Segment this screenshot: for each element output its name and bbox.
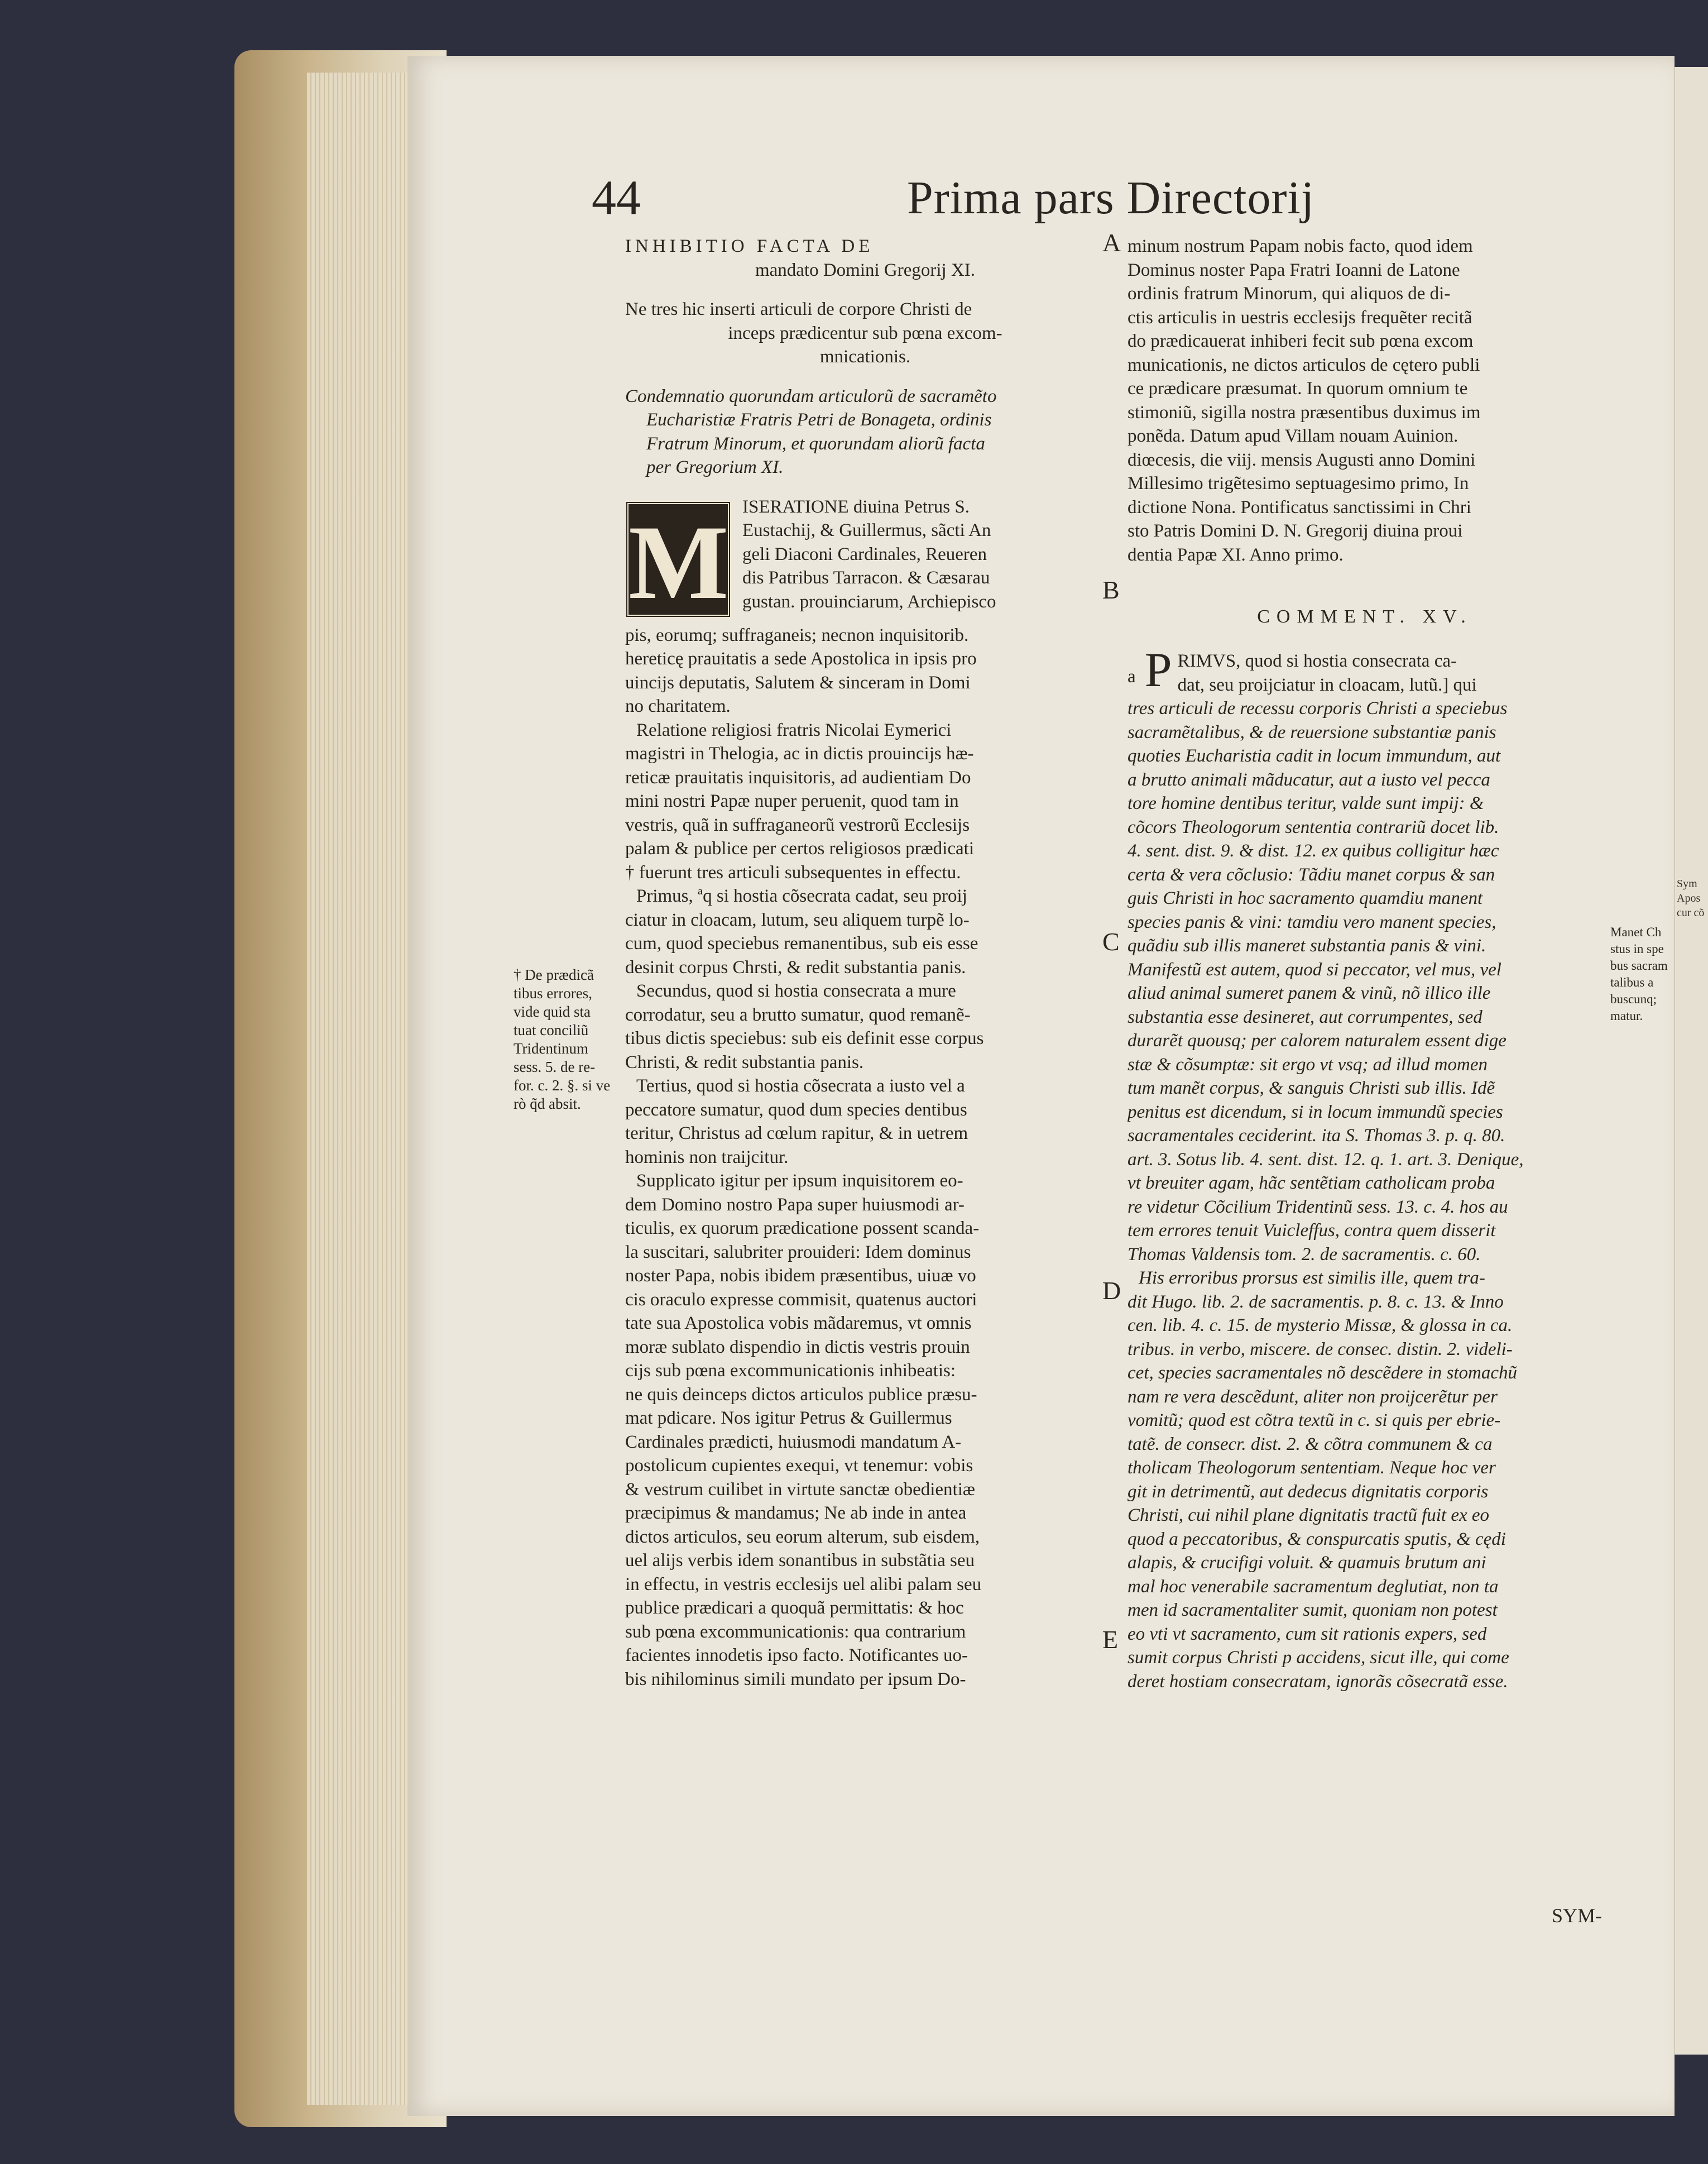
body-line: stæ & cõsumptæ: sit ergo vt vsq; ad illud momen [1128, 1054, 1488, 1075]
body-line: dit Hugo. lib. 2. de sacramentis. p. 8. c. 13. & Inno [1128, 1291, 1504, 1312]
summary-line: inceps prædicentur sub pœna excom- [728, 323, 1002, 343]
body-line: desinit corpus Chrsti, & redit substantia panis. [625, 957, 966, 978]
body-line: species panis & vini: tamdiu vero manent species, [1128, 912, 1496, 932]
body-line: penitus est dicendum, si in locum immundũ species [1128, 1102, 1503, 1122]
body-line: Tertius, quod si hostia cõsecrata a iusto vel a [636, 1076, 965, 1096]
body-line: in effectu, in vestris ecclesijs uel alibi palam seu [625, 1574, 982, 1595]
body-line: ctis articulis in uestris ecclesijs frequẽter recitã [1128, 307, 1472, 328]
body-line: moræ sublato dispendio in dictis vestris prouin [625, 1337, 970, 1357]
note-letter: a [1128, 667, 1136, 687]
body-line: Eustachij, & Guillermus, sãcti An [742, 520, 991, 540]
body-line: dictione Nona. Pontificatus sanctissimi in Chri [1128, 497, 1471, 518]
body-line: git in detrimentũ, aut dedecus dignitatis corporis [1128, 1481, 1489, 1502]
body-line: & vestrum cuilibet in virtute sanctæ obedientiæ [625, 1479, 975, 1500]
section-marker-b: B [1102, 576, 1120, 604]
page-number: 44 [592, 171, 641, 225]
body-line: reticæ prauitatis inquisitoris, ad audientiam Do [625, 767, 971, 788]
body-line: dis Patribus Tarracon. & Cæsarau [742, 568, 990, 588]
body-line: art. 3. Sotus lib. 4. sent. dist. 12. q. 1. art. 3. Denique, [1128, 1149, 1524, 1170]
body-line: hominis non traijcitur. [625, 1147, 789, 1167]
running-head: Prima pars Directorij [907, 172, 1315, 224]
body-line: bis nihilominus simili mundato per ipsum Do- [625, 1669, 966, 1689]
body-line: magistri in Thelogia, ac in dictis prouincijs hæ- [625, 744, 974, 764]
summary-line: mnicationis. [819, 347, 911, 367]
body-line: substantia esse desineret, aut corrumpentes, sed [1128, 1007, 1482, 1027]
page-header [592, 170, 1552, 232]
facing-page-edge [1673, 67, 1708, 2055]
body-line: cen. lib. 4. c. 15. de mysterio Missæ, & glossa in ca. [1128, 1315, 1513, 1335]
right-top-text [1128, 234, 1602, 567]
large-initial: P [1144, 649, 1172, 697]
body-line: Dominus noster Papa Fratri Ioanni de Latone [1128, 260, 1460, 280]
body-line: tatẽ. de consecr. dist. 2. & cõtra communem & ca [1128, 1434, 1493, 1454]
body-line: 4. sent. dist. 9. & dist. 12. ex quibus colligitur hæc [1128, 841, 1499, 861]
body-line: Cardinales prædicti, huiusmodi mandatum A- [625, 1432, 962, 1452]
body-line: durarẽt quousq; per calorem naturalem essent dige [1128, 1031, 1507, 1051]
body-line: alapis, & crucifigi voluit. & quamuis brutum ani [1128, 1553, 1486, 1573]
body-line: ne quis deinceps dictos articulos publice præsu- [625, 1384, 977, 1405]
body-line: Christi, cui nihil plane dignitatis tractũ fuit ex eo [1128, 1505, 1490, 1525]
section-title: INHIBITIO FACTA DE [625, 236, 874, 256]
body-line: cõcors Theologorum sententia contrariũ docet lib. [1128, 817, 1499, 837]
margin-note-right: Manet Ch stus in spe bus sacram talibus a buscunq; matur. [1610, 925, 1668, 1023]
body-line: tribus. in verbo, miscere. de consec. distin. 2. videli- [1128, 1339, 1513, 1359]
comment-heading: COMMENT. XV. [1257, 606, 1472, 627]
section-marker-c: C [1102, 927, 1120, 956]
body-line: geli Diaconi Cardinales, Reueren [742, 544, 987, 564]
body-line: publice prædicari a quoquã permittatis: & hoc [625, 1598, 964, 1618]
body-line: † fuerunt tres articuli subsequentes in effectu. [625, 862, 961, 883]
body-line: eo vti vt sacramento, cum sit rationis expers, sed [1128, 1624, 1487, 1644]
body-line: cis oraculo expresse commisit, quatenus auctori [625, 1289, 977, 1310]
body-line: gustan. prouinciarum, Archiepisco [742, 591, 996, 612]
italic-heading: Condemnatio quorundam articulorũ de sacramẽto [625, 386, 997, 406]
body-line: tres articuli de recessu corporis Christi a speciebus [1128, 698, 1508, 719]
body-line: men id sacramentaliter sumit, quoniam non potest [1128, 1600, 1498, 1620]
body-line: a brutto animali mãducatur, aut a iusto vel pecca [1128, 769, 1490, 790]
body-line: Relatione religiosi fratris Nicolai Eymerici [636, 720, 952, 740]
body-line: Millesimo trigẽtesimo septuagesimo primo, In [1128, 473, 1469, 494]
body-line: quãdiu sub illis maneret substantia panis & vini. [1128, 936, 1486, 956]
body-line: deret hostiam consecratam, ignorãs cõsecratã esse. [1128, 1671, 1508, 1692]
left-column [514, 234, 1105, 1691]
body-line: tholicam Theologorum sententiam. Neque hoc ver [1128, 1458, 1496, 1478]
body-line: ticulis, ex quorum prædicatione possent scanda- [625, 1218, 980, 1238]
body-line: aliud animal sumeret panem & vinũ, nõ illico ille [1128, 983, 1491, 1003]
right-column [1128, 234, 1668, 1927]
decorated-initial: M [625, 501, 731, 618]
body-line: guis Christi in hoc sacramento quamdiu manent [1128, 888, 1483, 908]
body-line: RIMVS, quod si hostia consecrata ca- [1177, 651, 1457, 671]
body-line: diœcesis, die viij. mensis Augusti anno Domini [1128, 449, 1476, 470]
body-line: la suscitari, salubriter prouideri: Idem dominus [625, 1242, 971, 1262]
body-line: mini nostri Papæ nuper peruenit, quod tam in [625, 791, 959, 811]
body-line: uincijs deputatis, Salutem & sinceram in Domi [625, 672, 971, 693]
body-line: Primus, ªq si hostia cõsecrata cadat, seu proij [636, 886, 967, 906]
body-line: tum manẽt corpus, & sanguis Christi sub illis. Idẽ [1128, 1078, 1495, 1098]
body-line: vomitũ; quod est cõtra textũ in c. si quis per ebrie- [1128, 1410, 1501, 1430]
body-line: dem Domino nostro Papa super huiusmodi ar- [625, 1194, 965, 1215]
body-line: Secundus, quod si hostia consecrata a mure [636, 981, 956, 1001]
section-marker-a: A [1102, 228, 1121, 257]
body-line: nam re vera descẽdunt, aliter non proijcerẽtur per [1128, 1386, 1498, 1407]
body-line: palam & publice per certos religiosos prædicati [625, 839, 974, 859]
body-line: peccatore sumatur, quod dum species dentibus [625, 1099, 967, 1120]
body-line: minum nostrum Papam nobis facto, quod idem [1128, 236, 1473, 256]
dropcap-paragraph [625, 495, 1105, 624]
body-line: vestris, quã in suffraganeorũ vestrorũ Ecclesijs [625, 815, 970, 835]
margin-note-left: † De prædicã tibus errores, vide quid sta tuat conciliũ Tridentinum sess. 5. de re- for. c. 2. §. si ve rò q̃d absit. [514, 966, 611, 1112]
body-line: tibus dictis speciebus: sub eis definit esse corpus [625, 1028, 984, 1049]
body-line: ce prædicare præsumat. In quorum omnium te [1128, 379, 1468, 399]
body-line: His erroribus prorsus est similis ille, quem tra- [1139, 1268, 1485, 1288]
section-title: mandato Domini Gregorij XI. [755, 260, 976, 280]
body-line: uel alijs verbis idem sonantibus in substãtia seu [625, 1550, 975, 1571]
section-marker-e: E [1102, 1625, 1119, 1654]
body-line: dentia Papæ XI. Anno primo. [1128, 544, 1344, 565]
body-line: Manifestũ est autem, quod si peccator, vel mus, vel [1128, 959, 1501, 980]
body-line: Thomas Valdensis tom. 2. de sacramentis. c. 60. [1128, 1244, 1481, 1265]
body-line: re videtur Cõcilium Tridentinũ sess. 13. c. 4. hos au [1128, 1196, 1508, 1217]
body-line: facientes innodetis ipso facto. Notificantes uo- [625, 1645, 968, 1665]
body-line: stimoniũ, sigilla nostra præsentibus duximus im [1128, 402, 1481, 423]
summary-line: Ne tres hic inserti articuli de corpore Christi de [625, 299, 972, 319]
body-line: no charitatem. [625, 696, 731, 716]
section-marker-d: D [1102, 1276, 1121, 1305]
body-line: tem errores tenuit Vuicleffus, contra quem disserit [1128, 1220, 1496, 1241]
body-line: ciatur in cloacam, lutum, seu aliquem turpẽ lo- [625, 909, 970, 930]
body-line: dictos articulos, seu eorum alterum, sub eisdem, [625, 1526, 980, 1547]
body-line: tate sua Apostolica vobis mãdaremus, vt omnis [625, 1313, 972, 1333]
body-line: cijs sub pœna excommunicationis inhibeatis: [625, 1361, 956, 1381]
body-line: cet, species sacramentales nõ descẽdere in stomachũ [1128, 1363, 1517, 1383]
commentary-text [1128, 697, 1602, 1693]
body-line: præcipimus & mandamus; Ne ab inde in antea [625, 1503, 967, 1523]
body-line: Supplicato igitur per ipsum inquisitorem eo- [636, 1171, 963, 1191]
body-line: sacramẽtalibus, & de reuersione substantiæ panis [1128, 722, 1496, 743]
body-line: teritur, Christus ad cœlum rapitur, & in uetrem [625, 1123, 968, 1143]
italic-heading: per Gregorium XI. [646, 457, 784, 477]
body-line: mal hoc venerabile sacramentum deglutiat, non ta [1128, 1576, 1499, 1597]
primus-paragraph [1128, 649, 1602, 697]
body-line: sumit corpus Christi p accidens, sicut ille, qui come [1128, 1648, 1509, 1668]
body-line: quoties Eucharistia cadit in locum immundum, aut [1128, 746, 1501, 766]
body-line: ordinis fratrum Minorum, qui aliquos de di- [1128, 284, 1451, 304]
body-line: vt breuiter agam, hãc sentẽtiam catholicam proba [1128, 1173, 1495, 1193]
body-line: mat pdicare. Nos igitur Petrus & Guillermus [625, 1408, 952, 1428]
body-line: pis, eorumq; suffraganeis; necnon inquisitorib. [625, 625, 969, 645]
body-line: hereticę prauitatis a sede Apostolica in ipsis pro [625, 649, 977, 669]
facing-page-fragment: Sym Apos cur cõ [1677, 878, 1705, 919]
body-line: municationis, ne dictos articulos de cętero publi [1128, 355, 1480, 375]
body-line: sub pœna excommunicationis: qua contrarium [625, 1621, 966, 1642]
body-line: corrodatur, seu a brutto sumatur, quod remanẽ- [625, 1004, 971, 1025]
catchword: SYM- [1551, 1904, 1602, 1927]
body-line: Christi, & redit substantia panis. [625, 1052, 864, 1073]
left-body-text [625, 624, 1105, 1692]
italic-heading: Fratrum Minorum, et quorundam aliorũ facta [646, 433, 985, 454]
body-line: ponẽda. Datum apud Villam nouam Auinion. [1128, 426, 1458, 446]
body-line: tore homine dentibus teritur, valde sunt impij: & [1128, 793, 1484, 813]
italic-heading: Eucharistiæ Fratris Petri de Bonageta, ordinis [646, 410, 992, 430]
body-line: noster Papa, nobis ibidem præsentibus, uiuæ vo [625, 1266, 976, 1286]
body-line: quod a peccatoribus, & conspurcatis sputis, & cędi [1128, 1529, 1506, 1549]
body-line: ISERATIONE diuina Petrus S. [742, 496, 970, 517]
body-line: sacramentales ceciderint. ita S. Thomas 3. p. q. 80. [1128, 1126, 1505, 1146]
body-line: cum, quod speciebus remanentibus, sub eis esse [625, 933, 978, 954]
body-line: certa & vera cõclusio: Tãdiu manet corpus & san [1128, 864, 1495, 885]
body-line: sto Patris Domini D. N. Gregorij diuina proui [1128, 521, 1463, 541]
body-line: dat, seu proijciatur in cloacam, lutũ.] qui [1177, 674, 1477, 695]
body-line: do prædicauerat inhiberi fecit sub pœna excom [1128, 331, 1474, 351]
body-line: postolicum cupientes exequi, vt tenemur: vobis [625, 1456, 973, 1476]
